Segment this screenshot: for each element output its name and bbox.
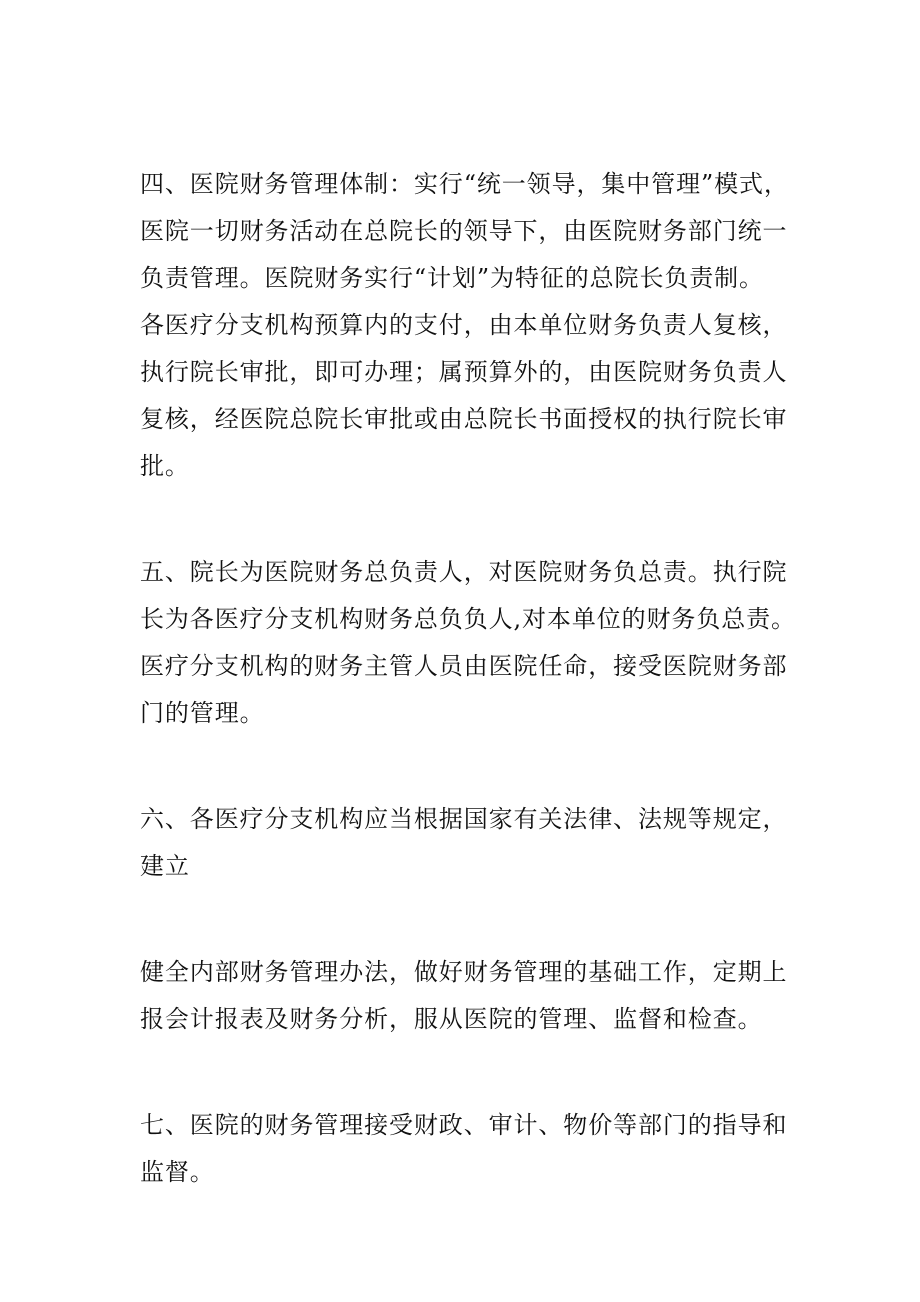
text-line: 复核，经医院总院长审批或由总院长书面授权的执行院长审: [140, 405, 788, 433]
text-line: 医院一切财务活动在总院长的领导下，由医院财务部门统一: [140, 217, 788, 245]
text-line: 五、院长为医院财务总负责人，对医院财务负总责。执行院: [140, 558, 788, 586]
text-line: 报会计报表及财务分析，服从医院的管理、监督和检查。: [140, 1005, 763, 1033]
text-line: 长为各医疗分支机构财务总负负人,对本单位的财务负总责。: [140, 605, 796, 633]
text-line: 四、医院财务管理体制：实行“统一领导，集中管理”模式，: [140, 170, 789, 198]
text-line: 医疗分支机构的财务主管人员由医院任命，接受医院财务部: [140, 652, 788, 680]
text-line: 各医疗分支机构预算内的支付，由本单位财务负责人复核，: [140, 311, 788, 339]
text-line: 健全内部财务管理办法，做好财务管理的基础工作，定期上: [140, 958, 788, 986]
text-line: 批。: [140, 452, 190, 480]
text-line: 门的管理。: [140, 699, 265, 727]
text-line: 六、各医疗分支机构应当根据国家有关法律、法规等规定，: [140, 805, 788, 833]
text-line: 七、医院的财务管理接受财政、审计、物价等部门的指导和: [140, 1111, 788, 1139]
text-line: 监督。: [140, 1158, 215, 1186]
text-line: 建立: [140, 852, 190, 880]
text-line: 执行院长审批，即可办理；属预算外的，由医院财务负责人: [140, 358, 788, 386]
text-line: 负责管理。医院财务实行“计划”为特征的总院长负责制。: [140, 264, 764, 292]
